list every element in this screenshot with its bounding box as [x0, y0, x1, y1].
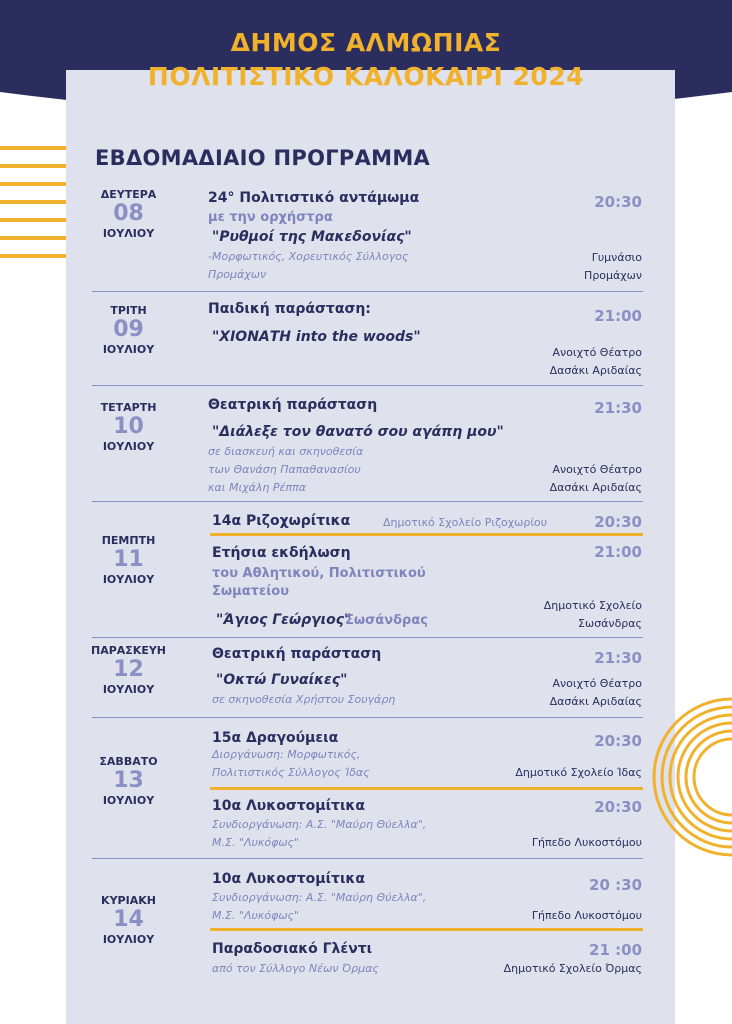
event-time: 21:30: [594, 399, 642, 417]
event-title: Θεατρική παράσταση: [208, 397, 378, 413]
day-number: 11: [113, 547, 144, 572]
event-venue: Δασάκι Αριδαίας: [549, 481, 642, 494]
event-venue: Ανοιχτό Θέατρο: [552, 463, 642, 476]
event-organizer: Προμάχων: [208, 268, 267, 281]
event-venue: Δασάκι Αριδαίας: [549, 695, 642, 708]
event-name: "Ρυθμοί της Μακεδονίας": [212, 229, 412, 245]
event-name: "Διάλεξε τον θανατό σου αγάπη μου": [212, 424, 504, 440]
divider: [92, 501, 643, 502]
day-name: ΣΑΒΒΑΤΟ: [99, 755, 158, 768]
event-detail: Συνδιοργάνωση: Α.Σ. "Μαύρη Θύελλα",: [212, 891, 427, 904]
municipality-title: ΔΗΜΟΣ ΑΛΜΩΠΙΑΣ: [230, 28, 502, 57]
decorative-stripes: [0, 146, 66, 272]
day-name: ΔΕΥΤΕΡΑ: [100, 188, 157, 201]
day-name: ΤΕΤΑΡΤΗ: [100, 401, 157, 414]
event-name: "ΧΙΟΝΑΤΗ into the woods": [212, 329, 421, 345]
day-month: ΙΟΥΛΙΟΥ: [102, 573, 155, 586]
event-time: 20:30: [594, 513, 642, 531]
event-venue: Δημοτικό Σχολείο: [543, 599, 642, 612]
event-detail: Μ.Σ. "Λυκόφως": [212, 836, 300, 849]
day-number: 14: [113, 907, 144, 932]
event-detail: και Μιχάλη Ρέππα: [208, 481, 306, 494]
event-name: "Άγιος Γεώργιος": [216, 612, 352, 628]
day-number: 09: [113, 317, 144, 342]
day-number: 08: [113, 201, 144, 226]
event-time: 21:30: [594, 649, 642, 667]
event-title: Παιδική παράσταση:: [208, 301, 371, 317]
event-detail: Μ.Σ. "Λυκόφως": [212, 909, 300, 922]
day-name: ΠΑΡΑΣΚΕΥΗ: [90, 644, 167, 657]
event-detail: σε διασκευή και σκηνοθεσία: [208, 445, 364, 458]
day-wednesday: [66, 401, 191, 453]
day-monday: [66, 188, 191, 240]
day-month: ΙΟΥΛΙΟΥ: [102, 933, 155, 946]
event-venue: Προμάχων: [584, 269, 642, 282]
day-month: ΙΟΥΛΙΟΥ: [102, 227, 155, 240]
event-detail: Πολιτιστικός Σύλλογος Ίδας: [212, 766, 370, 779]
event-title: Θεατρική παράσταση: [212, 646, 382, 662]
festival-title: ΠΟΛΙΤΙΣΤΙΚΟ ΚΑΛΟΚΑΙΡΙ 2024: [147, 62, 585, 91]
event-title: 24° Πολιτιστικό αντάμωμα: [208, 190, 420, 206]
event-venue: Ανοιχτό Θέατρο: [552, 346, 642, 359]
event-title: 10α Λυκοστομίτικα: [212, 871, 365, 887]
event-divider: [210, 533, 643, 536]
event-venue: Δημοτικό Σχολείο Ίδας: [515, 766, 642, 779]
event-detail: από τον Σύλλογο Νέων Όρμας: [212, 962, 379, 975]
event-subtitle: του Αθλητικού, Πολιτιστικού: [212, 566, 426, 581]
event-time: 21 :00: [589, 941, 642, 959]
event-venue: Δασάκι Αριδαίας: [549, 364, 642, 377]
event-place: Σωσάνδρας: [345, 613, 428, 628]
event-time: 20:30: [594, 193, 642, 211]
event-time: 21:00: [594, 543, 642, 561]
day-tuesday: [66, 304, 191, 356]
event-venue: Δημοτικό Σχολείο Όρμας: [503, 962, 642, 975]
divider: [92, 858, 643, 859]
day-month: ΙΟΥΛΙΟΥ: [102, 343, 155, 356]
day-thursday: [66, 534, 191, 586]
event-title: Παραδοσιακό Γλέντι: [212, 941, 373, 957]
event-time: 21:00: [594, 307, 642, 325]
event-detail: Συνδιοργάνωση: Α.Σ. "Μαύρη Θύελλα",: [212, 818, 427, 831]
divider: [92, 291, 643, 292]
event-title: 10α Λυκοστομίτικα: [212, 798, 365, 814]
event-time: 20:30: [594, 732, 642, 750]
event-venue: Δημοτικό Σχολείο Ριζοχωρίου: [383, 516, 548, 529]
event-time: 20:30: [594, 798, 642, 816]
day-month: ΙΟΥΛΙΟΥ: [102, 440, 155, 453]
event-detail: Διοργάνωση: Μορφωτικός,: [212, 748, 361, 761]
event-title: 14α Ριζοχωρίτικα: [212, 513, 351, 529]
event-name: "Οκτώ Γυναίκες": [216, 672, 348, 688]
event-divider: [210, 787, 643, 790]
event-time: 20 :30: [589, 876, 642, 894]
program-heading: ΕΒΔΟΜΑΔΙΑΙΟ ΠΡΟΓΡΑΜΜΑ: [95, 146, 431, 170]
divider: [92, 385, 643, 386]
day-month: ΙΟΥΛΙΟΥ: [102, 683, 155, 696]
divider: [92, 717, 643, 718]
day-name: ΤΡΙΤΗ: [110, 304, 147, 317]
event-organizer: -Μορφωτικός, Χορευτικός Σύλλογος: [208, 250, 409, 263]
day-name: ΚΥΡΙΑΚΗ: [101, 894, 156, 907]
event-venue: Γήπεδο Λυκοστόμου: [531, 836, 642, 849]
day-number: 13: [113, 768, 144, 793]
event-title: 15α Δραγούμεια: [212, 730, 339, 746]
event-title: Ετήσια εκδήλωση: [212, 545, 351, 561]
day-name: ΠΕΜΠΤΗ: [101, 534, 156, 547]
day-number: 12: [113, 657, 144, 682]
day-saturday: [66, 755, 191, 807]
day-sunday: [66, 894, 191, 946]
event-venue: Γήπεδο Λυκοστόμου: [531, 909, 642, 922]
event-venue: Ανοιχτό Θέατρο: [552, 677, 642, 690]
event-subtitle: Σωματείου: [212, 584, 289, 599]
event-detail: σε σκηνοθεσία Χρήστου Σουγάρη: [212, 693, 396, 706]
event-venue: Γυμνάσιο: [591, 251, 642, 264]
event-venue: Σωσάνδρας: [578, 617, 642, 630]
day-friday: [66, 644, 191, 696]
event-detail: των Θανάση Παπαθανασίου: [208, 463, 361, 476]
event-divider: [210, 928, 643, 931]
event-subtitle: με την ορχήστρα: [208, 210, 333, 225]
decorative-circles: [650, 697, 732, 857]
divider: [92, 637, 643, 638]
day-month: ΙΟΥΛΙΟΥ: [102, 794, 155, 807]
day-number: 10: [113, 414, 144, 439]
